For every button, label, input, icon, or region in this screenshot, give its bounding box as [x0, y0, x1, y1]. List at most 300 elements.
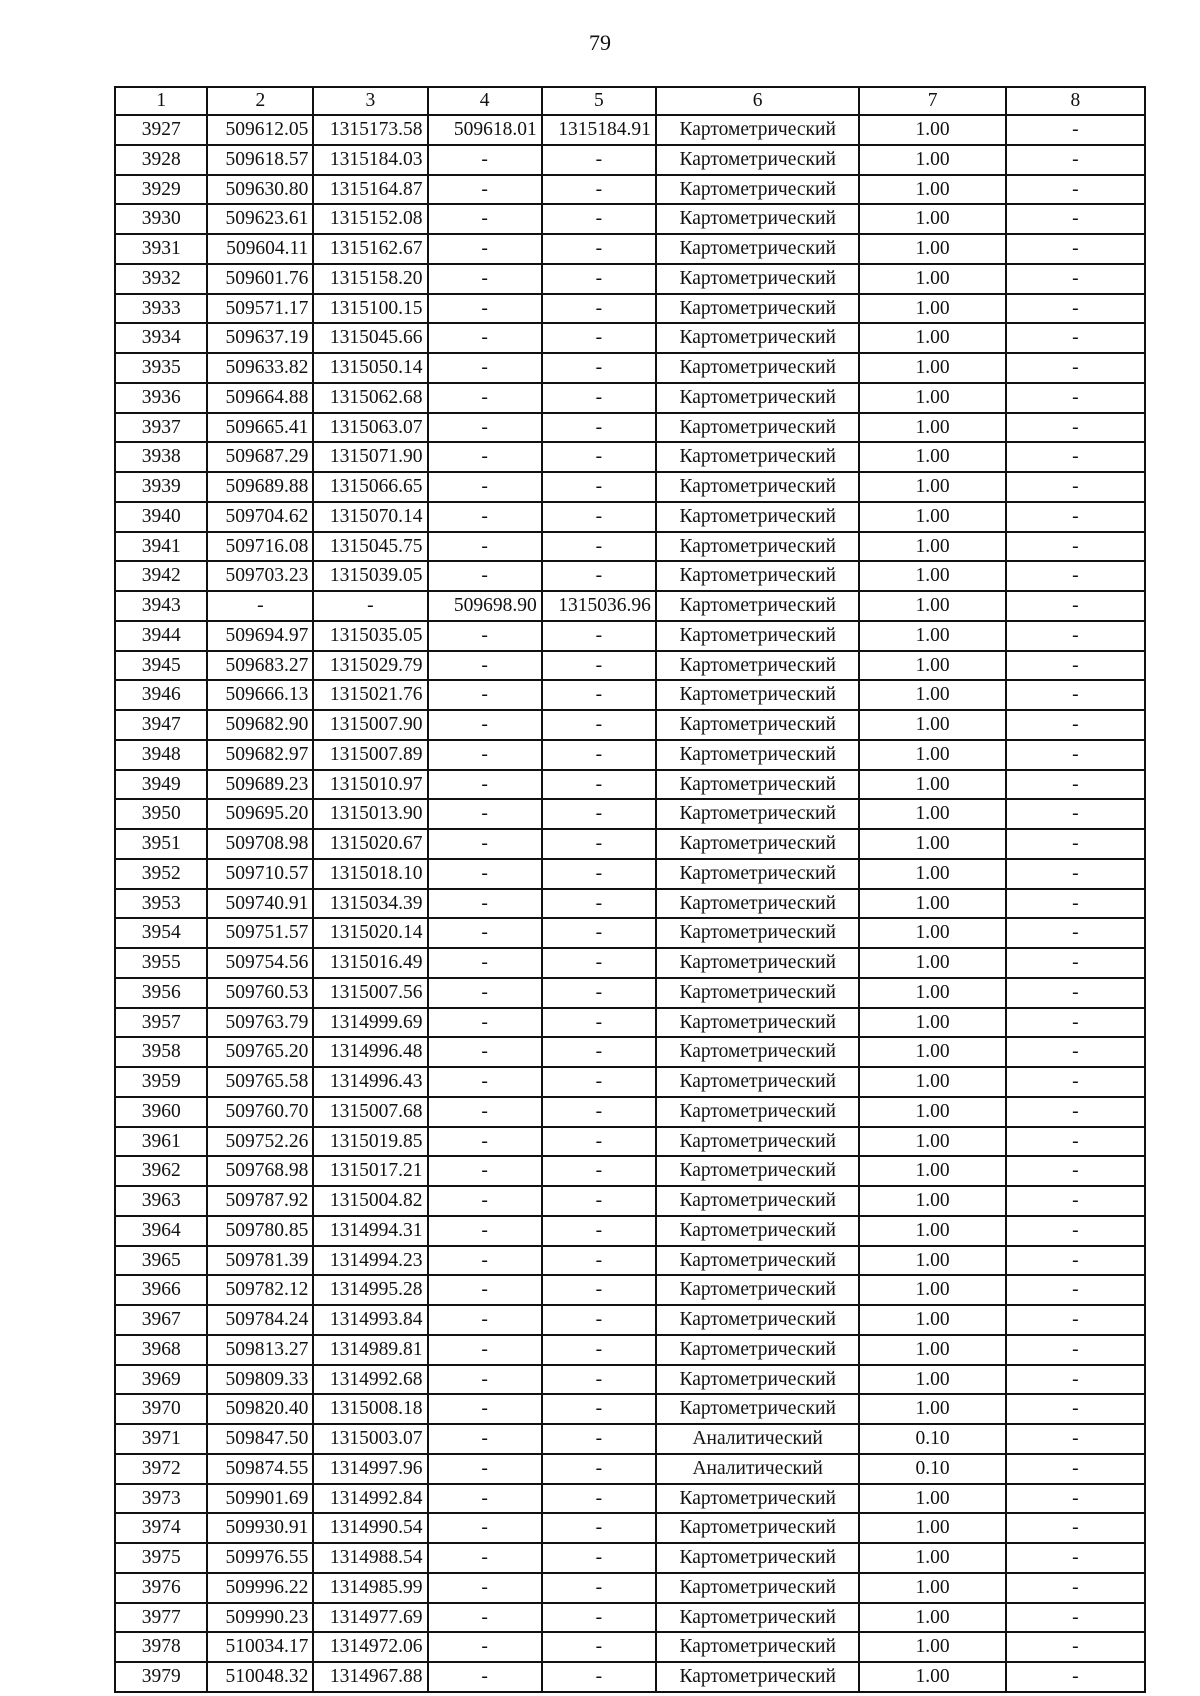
table-row — [115, 115, 1145, 145]
point-number-cell: 3938 — [115, 442, 207, 472]
y-new-coordinate-cell: - — [542, 1632, 656, 1662]
x-coordinate-cell: 509683.27 — [207, 651, 313, 681]
method-cell: Картометрический — [656, 1603, 860, 1633]
point-number-cell: 3934 — [115, 323, 207, 353]
accuracy-cell: 1.00 — [859, 859, 1005, 889]
accuracy-cell: 1.00 — [859, 1484, 1005, 1514]
y-coordinate-cell: - — [313, 591, 427, 621]
y-coordinate-cell: 1315034.39 — [313, 889, 427, 919]
table-row — [115, 234, 1145, 264]
note-cell: - — [1006, 1454, 1145, 1484]
table-row — [115, 502, 1145, 532]
x-new-coordinate-cell: - — [428, 353, 542, 383]
x-coordinate-cell: 509612.05 — [207, 115, 313, 145]
column-header-6: 6 — [656, 87, 860, 115]
accuracy-cell: 1.00 — [859, 740, 1005, 770]
y-coordinate-cell: 1314990.54 — [313, 1513, 427, 1543]
x-new-coordinate-cell: - — [428, 978, 542, 1008]
y-new-coordinate-cell: - — [542, 234, 656, 264]
y-new-coordinate-cell: - — [542, 1037, 656, 1067]
accuracy-cell: 1.00 — [859, 680, 1005, 710]
accuracy-cell: 1.00 — [859, 1246, 1005, 1276]
method-cell: Картометрический — [656, 502, 860, 532]
point-number-cell: 3947 — [115, 710, 207, 740]
y-new-coordinate-cell: 1315184.91 — [542, 115, 656, 145]
x-coordinate-cell: 509618.57 — [207, 145, 313, 175]
y-coordinate-cell: 1315029.79 — [313, 651, 427, 681]
method-cell: Картометрический — [656, 770, 860, 800]
method-cell: Картометрический — [656, 621, 860, 651]
point-number-cell: 3955 — [115, 948, 207, 978]
y-coordinate-cell: 1314992.68 — [313, 1365, 427, 1395]
y-new-coordinate-cell: - — [542, 948, 656, 978]
y-new-coordinate-cell: - — [542, 1543, 656, 1573]
x-coordinate-cell: 509782.12 — [207, 1275, 313, 1305]
table-row — [115, 1632, 1145, 1662]
point-number-cell: 3974 — [115, 1513, 207, 1543]
x-coordinate-cell: 510048.32 — [207, 1662, 313, 1692]
y-coordinate-cell: 1315020.67 — [313, 829, 427, 859]
y-coordinate-cell: 1315008.18 — [313, 1394, 427, 1424]
note-cell: - — [1006, 353, 1145, 383]
column-header-8: 8 — [1006, 87, 1145, 115]
y-coordinate-cell: 1315152.08 — [313, 204, 427, 234]
point-number-cell: 3957 — [115, 1008, 207, 1038]
y-coordinate-cell: 1315050.14 — [313, 353, 427, 383]
method-cell: Картометрический — [656, 1632, 860, 1662]
note-cell: - — [1006, 1573, 1145, 1603]
table-row — [115, 383, 1145, 413]
x-coordinate-cell: 509752.26 — [207, 1127, 313, 1157]
table-row — [115, 1662, 1145, 1692]
point-number-cell: 3970 — [115, 1394, 207, 1424]
y-new-coordinate-cell: - — [542, 918, 656, 948]
method-cell: Картометрический — [656, 1484, 860, 1514]
x-coordinate-cell: 509633.82 — [207, 353, 313, 383]
accuracy-cell: 1.00 — [859, 383, 1005, 413]
y-coordinate-cell: 1315007.56 — [313, 978, 427, 1008]
accuracy-cell: 1.00 — [859, 621, 1005, 651]
x-coordinate-cell: 509689.23 — [207, 770, 313, 800]
x-coordinate-cell: 509751.57 — [207, 918, 313, 948]
x-new-coordinate-cell: - — [428, 1127, 542, 1157]
y-new-coordinate-cell: - — [542, 1186, 656, 1216]
point-number-cell: 3956 — [115, 978, 207, 1008]
x-new-coordinate-cell: - — [428, 1394, 542, 1424]
y-new-coordinate-cell: - — [542, 413, 656, 443]
x-new-coordinate-cell: - — [428, 413, 542, 443]
x-coordinate-cell: 509820.40 — [207, 1394, 313, 1424]
note-cell: - — [1006, 1305, 1145, 1335]
y-new-coordinate-cell: - — [542, 1127, 656, 1157]
table-row — [115, 1008, 1145, 1038]
note-cell: - — [1006, 1484, 1145, 1514]
accuracy-cell: 1.00 — [859, 234, 1005, 264]
x-new-coordinate-cell: - — [428, 1275, 542, 1305]
table-row — [115, 204, 1145, 234]
table-row — [115, 1484, 1145, 1514]
table-row — [115, 1156, 1145, 1186]
x-new-coordinate-cell: - — [428, 621, 542, 651]
method-cell: Картометрический — [656, 1275, 860, 1305]
x-new-coordinate-cell: - — [428, 859, 542, 889]
accuracy-cell: 1.00 — [859, 1186, 1005, 1216]
y-coordinate-cell: 1315018.10 — [313, 859, 427, 889]
x-coordinate-cell: 509874.55 — [207, 1454, 313, 1484]
table-body — [115, 115, 1145, 1692]
accuracy-cell: 1.00 — [859, 264, 1005, 294]
point-number-cell: 3978 — [115, 1632, 207, 1662]
table-row — [115, 1097, 1145, 1127]
method-cell: Картометрический — [656, 145, 860, 175]
method-cell: Картометрический — [656, 472, 860, 502]
x-new-coordinate-cell: - — [428, 323, 542, 353]
y-coordinate-cell: 1314997.96 — [313, 1454, 427, 1484]
y-coordinate-cell: 1315013.90 — [313, 799, 427, 829]
note-cell: - — [1006, 1543, 1145, 1573]
point-number-cell: 3961 — [115, 1127, 207, 1157]
accuracy-cell: 1.00 — [859, 1037, 1005, 1067]
method-cell: Картометрический — [656, 1008, 860, 1038]
point-number-cell: 3935 — [115, 353, 207, 383]
x-coordinate-cell: 509666.13 — [207, 680, 313, 710]
method-cell: Картометрический — [656, 264, 860, 294]
table-row — [115, 1394, 1145, 1424]
y-new-coordinate-cell: - — [542, 1573, 656, 1603]
accuracy-cell: 1.00 — [859, 1127, 1005, 1157]
note-cell: - — [1006, 918, 1145, 948]
table-row — [115, 1246, 1145, 1276]
table-row — [115, 710, 1145, 740]
note-cell: - — [1006, 651, 1145, 681]
x-new-coordinate-cell: - — [428, 1037, 542, 1067]
method-cell: Картометрический — [656, 1127, 860, 1157]
table-row — [115, 1513, 1145, 1543]
y-new-coordinate-cell: - — [542, 532, 656, 562]
y-new-coordinate-cell: - — [542, 1365, 656, 1395]
coordinates-table — [114, 86, 1146, 1693]
note-cell: - — [1006, 1097, 1145, 1127]
note-cell: - — [1006, 561, 1145, 591]
point-number-cell: 3962 — [115, 1156, 207, 1186]
y-coordinate-cell: 1315020.14 — [313, 918, 427, 948]
y-coordinate-cell: 1315173.58 — [313, 115, 427, 145]
note-cell: - — [1006, 978, 1145, 1008]
y-new-coordinate-cell: - — [542, 561, 656, 591]
accuracy-cell: 1.00 — [859, 1394, 1005, 1424]
accuracy-cell: 1.00 — [859, 889, 1005, 919]
x-coordinate-cell: 509768.98 — [207, 1156, 313, 1186]
x-new-coordinate-cell: - — [428, 770, 542, 800]
column-header-4: 4 — [428, 87, 542, 115]
y-new-coordinate-cell: - — [542, 353, 656, 383]
accuracy-cell: 1.00 — [859, 323, 1005, 353]
method-cell: Картометрический — [656, 294, 860, 324]
table-row — [115, 442, 1145, 472]
x-coordinate-cell: 509694.97 — [207, 621, 313, 651]
accuracy-cell: 1.00 — [859, 442, 1005, 472]
x-coordinate-cell: 509740.91 — [207, 889, 313, 919]
accuracy-cell: 1.00 — [859, 651, 1005, 681]
y-new-coordinate-cell: - — [542, 1216, 656, 1246]
y-new-coordinate-cell: - — [542, 1454, 656, 1484]
y-new-coordinate-cell: - — [542, 1305, 656, 1335]
y-new-coordinate-cell: - — [542, 1513, 656, 1543]
y-new-coordinate-cell: - — [542, 1603, 656, 1633]
x-new-coordinate-cell: - — [428, 1484, 542, 1514]
note-cell: - — [1006, 680, 1145, 710]
y-new-coordinate-cell: - — [542, 1275, 656, 1305]
note-cell: - — [1006, 710, 1145, 740]
note-cell: - — [1006, 1216, 1145, 1246]
x-coordinate-cell: 509710.57 — [207, 859, 313, 889]
y-coordinate-cell: 1315100.15 — [313, 294, 427, 324]
y-new-coordinate-cell: - — [542, 145, 656, 175]
table-row — [115, 1305, 1145, 1335]
y-new-coordinate-cell: - — [542, 680, 656, 710]
accuracy-cell: 1.00 — [859, 1216, 1005, 1246]
method-cell: Картометрический — [656, 234, 860, 264]
x-new-coordinate-cell: - — [428, 799, 542, 829]
x-coordinate-cell: 509813.27 — [207, 1335, 313, 1365]
y-new-coordinate-cell: - — [542, 978, 656, 1008]
accuracy-cell: 1.00 — [859, 1008, 1005, 1038]
x-new-coordinate-cell: - — [428, 1156, 542, 1186]
point-number-cell: 3941 — [115, 532, 207, 562]
x-new-coordinate-cell: - — [428, 561, 542, 591]
y-new-coordinate-cell: - — [542, 294, 656, 324]
y-new-coordinate-cell: - — [542, 1097, 656, 1127]
note-cell: - — [1006, 383, 1145, 413]
x-new-coordinate-cell: - — [428, 1632, 542, 1662]
y-new-coordinate-cell: - — [542, 799, 656, 829]
point-number-cell: 3931 — [115, 234, 207, 264]
y-new-coordinate-cell: - — [542, 1067, 656, 1097]
accuracy-cell: 1.00 — [859, 1365, 1005, 1395]
x-coordinate-cell: 509708.98 — [207, 829, 313, 859]
accuracy-cell: 1.00 — [859, 1603, 1005, 1633]
note-cell: - — [1006, 889, 1145, 919]
method-cell: Картометрический — [656, 740, 860, 770]
x-new-coordinate-cell: - — [428, 1662, 542, 1692]
table-row — [115, 948, 1145, 978]
point-number-cell: 3930 — [115, 204, 207, 234]
accuracy-cell: 1.00 — [859, 918, 1005, 948]
method-cell: Картометрический — [656, 115, 860, 145]
x-new-coordinate-cell: - — [428, 1097, 542, 1127]
accuracy-cell: 1.00 — [859, 413, 1005, 443]
table-row — [115, 740, 1145, 770]
x-coordinate-cell: 509604.11 — [207, 234, 313, 264]
column-header-2: 2 — [207, 87, 313, 115]
y-new-coordinate-cell: - — [542, 442, 656, 472]
x-new-coordinate-cell: - — [428, 204, 542, 234]
x-new-coordinate-cell: - — [428, 442, 542, 472]
table-row — [115, 889, 1145, 919]
y-new-coordinate-cell: - — [542, 651, 656, 681]
x-new-coordinate-cell: - — [428, 1008, 542, 1038]
point-number-cell: 3928 — [115, 145, 207, 175]
x-new-coordinate-cell: - — [428, 1603, 542, 1633]
point-number-cell: 3958 — [115, 1037, 207, 1067]
point-number-cell: 3927 — [115, 115, 207, 145]
y-coordinate-cell: 1315017.21 — [313, 1156, 427, 1186]
note-cell: - — [1006, 234, 1145, 264]
x-coordinate-cell: 509765.58 — [207, 1067, 313, 1097]
table-row — [115, 561, 1145, 591]
x-new-coordinate-cell: - — [428, 294, 542, 324]
method-cell: Картометрический — [656, 978, 860, 1008]
note-cell: - — [1006, 770, 1145, 800]
note-cell: - — [1006, 591, 1145, 621]
note-cell: - — [1006, 1127, 1145, 1157]
method-cell: Картометрический — [656, 1394, 860, 1424]
method-cell: Картометрический — [656, 383, 860, 413]
note-cell: - — [1006, 1662, 1145, 1692]
accuracy-cell: 1.00 — [859, 1305, 1005, 1335]
x-new-coordinate-cell: - — [428, 1424, 542, 1454]
y-coordinate-cell: 1314999.69 — [313, 1008, 427, 1038]
x-new-coordinate-cell: - — [428, 740, 542, 770]
note-cell: - — [1006, 115, 1145, 145]
note-cell: - — [1006, 1394, 1145, 1424]
y-new-coordinate-cell: - — [542, 175, 656, 205]
method-cell: Картометрический — [656, 353, 860, 383]
method-cell: Картометрический — [656, 413, 860, 443]
method-cell: Картометрический — [656, 1246, 860, 1276]
note-cell: - — [1006, 1603, 1145, 1633]
x-new-coordinate-cell: 509698.90 — [428, 591, 542, 621]
accuracy-cell: 1.00 — [859, 1632, 1005, 1662]
x-coordinate-cell: 509780.85 — [207, 1216, 313, 1246]
y-coordinate-cell: 1314988.54 — [313, 1543, 427, 1573]
x-new-coordinate-cell: - — [428, 502, 542, 532]
y-coordinate-cell: 1314996.43 — [313, 1067, 427, 1097]
note-cell: - — [1006, 621, 1145, 651]
point-number-cell: 3940 — [115, 502, 207, 532]
y-coordinate-cell: 1314977.69 — [313, 1603, 427, 1633]
y-new-coordinate-cell: - — [542, 1335, 656, 1365]
y-coordinate-cell: 1315162.67 — [313, 234, 427, 264]
y-new-coordinate-cell: - — [542, 204, 656, 234]
x-new-coordinate-cell: - — [428, 680, 542, 710]
y-coordinate-cell: 1315007.89 — [313, 740, 427, 770]
y-coordinate-cell: 1315035.05 — [313, 621, 427, 651]
x-new-coordinate-cell: - — [428, 710, 542, 740]
note-cell: - — [1006, 413, 1145, 443]
point-number-cell: 3972 — [115, 1454, 207, 1484]
x-new-coordinate-cell: - — [428, 918, 542, 948]
y-coordinate-cell: 1314972.06 — [313, 1632, 427, 1662]
y-coordinate-cell: 1315021.76 — [313, 680, 427, 710]
x-coordinate-cell: 509682.90 — [207, 710, 313, 740]
y-new-coordinate-cell: - — [542, 829, 656, 859]
point-number-cell: 3973 — [115, 1484, 207, 1514]
x-new-coordinate-cell: - — [428, 1365, 542, 1395]
y-new-coordinate-cell: - — [542, 859, 656, 889]
y-coordinate-cell: 1314993.84 — [313, 1305, 427, 1335]
table-row — [115, 1216, 1145, 1246]
accuracy-cell: 1.00 — [859, 204, 1005, 234]
x-new-coordinate-cell: - — [428, 383, 542, 413]
x-coordinate-cell: 509664.88 — [207, 383, 313, 413]
x-new-coordinate-cell: - — [428, 651, 542, 681]
x-new-coordinate-cell: - — [428, 532, 542, 562]
accuracy-cell: 1.00 — [859, 829, 1005, 859]
x-coordinate-cell: 509996.22 — [207, 1573, 313, 1603]
table-row — [115, 1186, 1145, 1216]
x-coordinate-cell: 509689.88 — [207, 472, 313, 502]
note-cell: - — [1006, 859, 1145, 889]
y-coordinate-cell: 1315019.85 — [313, 1127, 427, 1157]
x-coordinate-cell: - — [207, 591, 313, 621]
x-new-coordinate-cell: - — [428, 829, 542, 859]
y-coordinate-cell: 1315039.05 — [313, 561, 427, 591]
method-cell: Картометрический — [656, 1662, 860, 1692]
table-row — [115, 472, 1145, 502]
table-row — [115, 859, 1145, 889]
table-row — [115, 1037, 1145, 1067]
note-cell: - — [1006, 532, 1145, 562]
table-row — [115, 978, 1145, 1008]
method-cell: Картометрический — [656, 1543, 860, 1573]
table-header-row — [115, 87, 1145, 115]
note-cell: - — [1006, 264, 1145, 294]
y-coordinate-cell: 1315004.82 — [313, 1186, 427, 1216]
y-new-coordinate-cell: 1315036.96 — [542, 591, 656, 621]
point-number-cell: 3954 — [115, 918, 207, 948]
x-coordinate-cell: 509809.33 — [207, 1365, 313, 1395]
note-cell: - — [1006, 799, 1145, 829]
x-coordinate-cell: 509687.29 — [207, 442, 313, 472]
point-number-cell: 3968 — [115, 1335, 207, 1365]
x-coordinate-cell: 509930.91 — [207, 1513, 313, 1543]
point-number-cell: 3950 — [115, 799, 207, 829]
accuracy-cell: 1.00 — [859, 799, 1005, 829]
note-cell: - — [1006, 1424, 1145, 1454]
x-coordinate-cell: 509637.19 — [207, 323, 313, 353]
x-coordinate-cell: 509571.17 — [207, 294, 313, 324]
note-cell: - — [1006, 1008, 1145, 1038]
point-number-cell: 3942 — [115, 561, 207, 591]
point-number-cell: 3959 — [115, 1067, 207, 1097]
x-new-coordinate-cell: - — [428, 1216, 542, 1246]
table-row — [115, 1335, 1145, 1365]
method-cell: Картометрический — [656, 1365, 860, 1395]
x-coordinate-cell: 509623.61 — [207, 204, 313, 234]
table-row — [115, 1127, 1145, 1157]
method-cell: Картометрический — [656, 532, 860, 562]
table-row — [115, 1454, 1145, 1484]
table-row — [115, 651, 1145, 681]
note-cell: - — [1006, 1275, 1145, 1305]
x-new-coordinate-cell: - — [428, 234, 542, 264]
x-new-coordinate-cell: - — [428, 948, 542, 978]
y-new-coordinate-cell: - — [542, 264, 656, 294]
method-cell: Картометрический — [656, 1097, 860, 1127]
accuracy-cell: 1.00 — [859, 591, 1005, 621]
y-coordinate-cell: 1315184.03 — [313, 145, 427, 175]
note-cell: - — [1006, 1513, 1145, 1543]
column-header-5: 5 — [542, 87, 656, 115]
method-cell: Картометрический — [656, 1186, 860, 1216]
y-coordinate-cell: 1315007.90 — [313, 710, 427, 740]
x-new-coordinate-cell: - — [428, 1246, 542, 1276]
point-number-cell: 3976 — [115, 1573, 207, 1603]
accuracy-cell: 1.00 — [859, 502, 1005, 532]
x-new-coordinate-cell: - — [428, 1186, 542, 1216]
point-number-cell: 3937 — [115, 413, 207, 443]
